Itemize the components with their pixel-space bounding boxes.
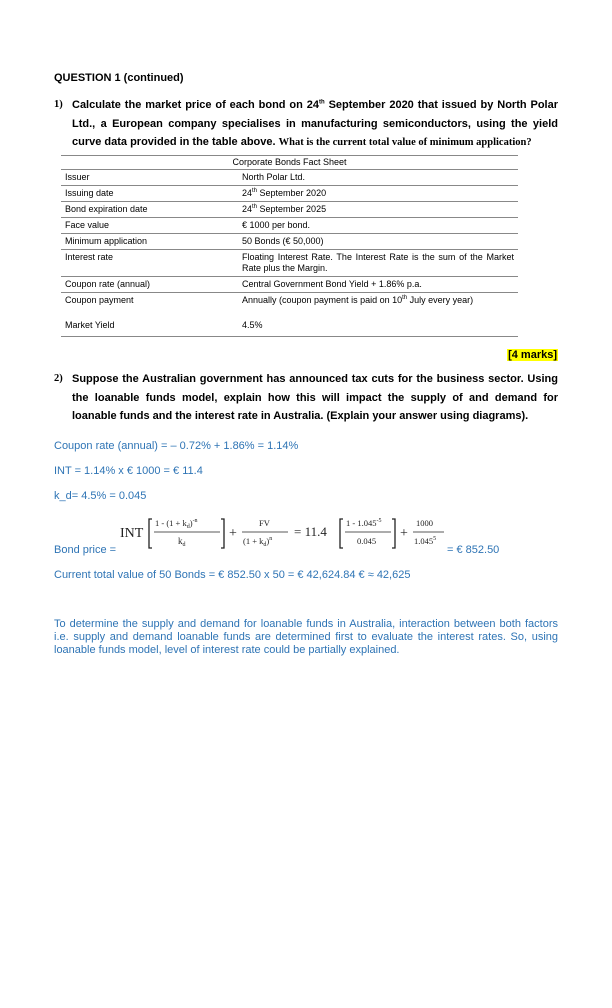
table-row xyxy=(61,320,518,337)
formula-den1: $k_d$ xyxy=(178,536,186,548)
row-value xyxy=(238,186,518,202)
question-1-number: 1) xyxy=(54,99,63,110)
row-key: Coupon rate (annual) xyxy=(61,277,238,293)
formula-bracket-left-2 xyxy=(340,519,343,548)
row-value xyxy=(238,202,518,218)
row-value-post: September 2020 xyxy=(257,188,327,198)
formula-equals: = 11.4 xyxy=(294,524,327,539)
answer-coupon-rate: Coupon rate (annual) = – 0.72% + 1.86% = 1.14% xyxy=(54,440,299,452)
table-row xyxy=(61,234,518,250)
question-1-text-c: What is the current total value of minimum application? xyxy=(278,137,532,148)
row-value-sup: th xyxy=(252,204,258,210)
table-row xyxy=(61,218,518,234)
row-key: Coupon payment xyxy=(65,295,134,305)
answer-kd: k_d= 4.5% = 0.045 xyxy=(54,490,147,502)
table-row xyxy=(61,186,518,202)
row-value: North Polar Ltd. xyxy=(238,170,518,186)
row-value-pre: 24 xyxy=(242,188,253,198)
row-key: Interest rate xyxy=(61,250,238,277)
bond-price-formula xyxy=(118,513,448,553)
page-heading: QUESTION 1 (continued) xyxy=(54,72,184,84)
row-key: Issuing date xyxy=(61,186,238,202)
row-value-sup: th xyxy=(402,295,408,301)
question-2-number: 2) xyxy=(54,373,63,384)
bond-price-label: Bond price = xyxy=(54,544,117,556)
row-key: Bond expiration date xyxy=(61,202,238,218)
formula-num2: FV xyxy=(259,518,270,528)
table-row xyxy=(61,277,518,293)
question-1-text-b: September 2020 that issued by North Polar Ltd., a European company specialises in manufacturing semiconductors, using the yield curve data provided in the table above. xyxy=(72,99,558,148)
table-row xyxy=(61,250,518,277)
formula-plus-2: + xyxy=(400,526,408,541)
bond-price-value: = € 852.50 xyxy=(447,544,500,556)
formula-den3: 0.045 xyxy=(357,536,377,546)
row-value xyxy=(238,293,518,309)
formula-den4: 1.045$^5$ xyxy=(414,536,437,546)
formula-num4: 1000 xyxy=(416,518,433,528)
row-key: Minimum application xyxy=(61,234,238,250)
question-1-text xyxy=(72,96,558,153)
row-key: Market Yield xyxy=(61,320,238,337)
question-1-text-a: Calculate the market price of each bond on 24 xyxy=(72,99,319,111)
answer-total-value: Current total value of 50 Bonds = € 852.50 x 50 = € 42,624.84 € ≈ 42,625 xyxy=(54,569,411,581)
answer-int: INT = 1.14% x € 1000 = € 11.4 xyxy=(54,465,203,477)
row-value-post: September 2025 xyxy=(257,204,327,214)
table-row xyxy=(61,170,518,186)
row-value-pre: Annually (coupon payment is paid on 10 xyxy=(242,295,403,305)
row-value-post: July every year) xyxy=(407,295,474,305)
table-title: Corporate Bonds Fact Sheet xyxy=(61,156,518,170)
formula-bracket-right-2 xyxy=(392,519,395,548)
formula-num3: $1 - 1.045^{-5}$ xyxy=(346,518,382,528)
row-key: Issuer xyxy=(61,170,238,186)
question-1-sup: th xyxy=(319,99,325,106)
row-value-sup: th xyxy=(252,188,258,194)
row-value: 4.5% xyxy=(238,320,518,337)
question-2 xyxy=(54,370,558,426)
question-1 xyxy=(54,96,558,153)
table-row xyxy=(61,202,518,218)
marks-badge: [4 marks] xyxy=(508,349,557,361)
formula-int: INT xyxy=(120,526,144,541)
row-value: € 1000 per bond. xyxy=(238,218,518,234)
bond-fact-sheet-table xyxy=(61,155,518,337)
row-key: Face value xyxy=(61,218,238,234)
row-value: Central Government Bond Yield + 1.86% p.a. xyxy=(238,277,518,293)
formula-plus: + xyxy=(229,526,237,541)
formula-bracket-left xyxy=(149,519,152,548)
row-value-pre: 24 xyxy=(242,204,253,214)
formula-num1: $1 - (1 + k_d)^{-n}$ xyxy=(155,518,198,530)
row-value: Floating Interest Rate. The Interest Rate is the sum of the Market Rate plus the Margin. xyxy=(238,250,518,277)
formula-den2: $(1 + k_d)^n$ xyxy=(243,536,273,548)
table-row xyxy=(61,293,518,309)
question-2-text: Suppose the Australian government has announced tax cuts for the business sector. Using the loanable funds model, explain how this will impact the supply of and demand for loanable funds and the interest rate in Australia. (Explain your answer using diagrams). xyxy=(72,373,558,422)
answer-explanation: To determine the supply and demand for loanable funds in Australia, interaction between both factors i.e. supply and demand loanable funds are determined first to evaluate the interest rates. So, using loanable funds model, level of interest rate could be partially explained. xyxy=(54,618,558,656)
formula-bracket-right xyxy=(221,519,224,548)
row-value: 50 Bonds (€ 50,000) xyxy=(238,234,518,250)
